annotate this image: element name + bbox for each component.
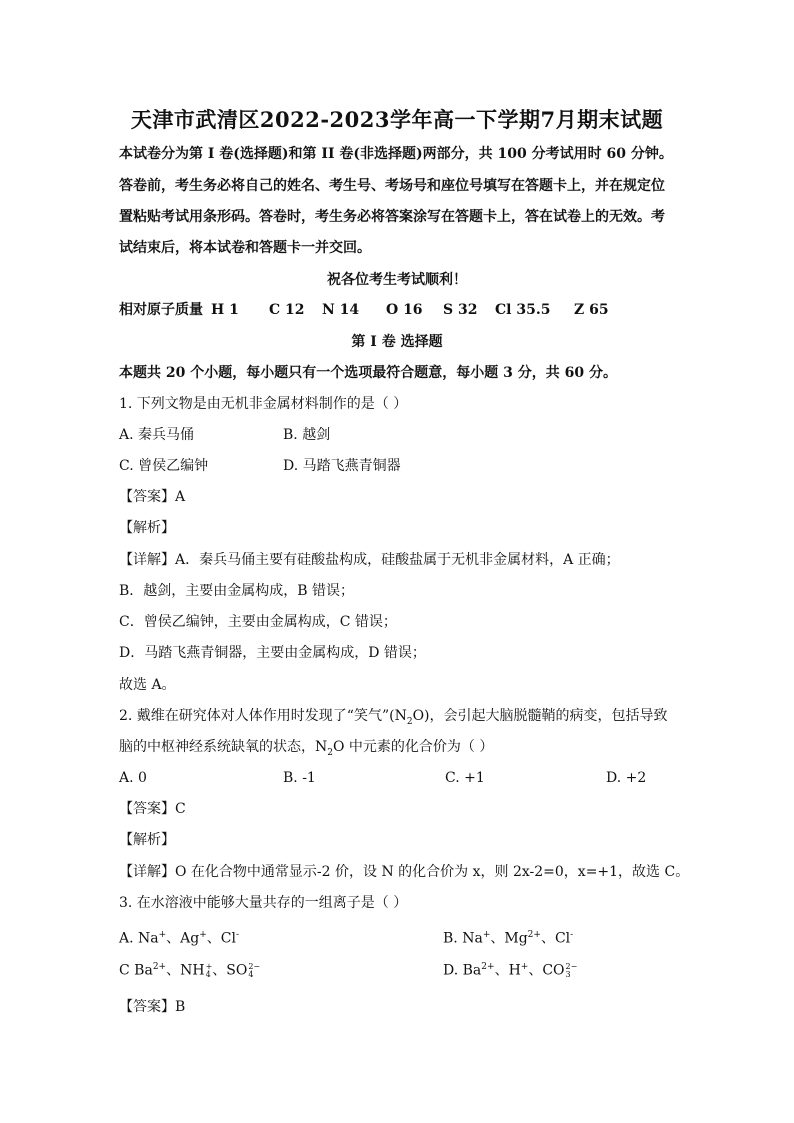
charge: + xyxy=(205,961,213,971)
q2-stem-line-2 xyxy=(119,737,493,763)
q2-stem-2-post: O 中元素的化合价为（ ） xyxy=(332,739,494,755)
q3-option-a-label: A. xyxy=(119,930,134,947)
section-description: 本题共 20 个小题，每小题只有一个选项最符合题意，每小题 3 分，共 60 分。 xyxy=(119,365,617,381)
intro-line-2: 答卷前，考生务必将自己的姓名、考生号、考场号和座位号填写在答题卡上，并在规定位 xyxy=(119,178,665,194)
q2-option-c: C. +1 xyxy=(445,770,485,786)
q2-stem-1-sub: 2 xyxy=(406,716,413,727)
q3-option-b-label: B. xyxy=(443,930,458,947)
q2-stem-2-pre: 脑的中枢神经系统缺氧的状态，N xyxy=(119,739,328,755)
ion-cl: Cl xyxy=(220,930,236,947)
charge: - xyxy=(570,930,574,940)
q1-conclusion: 故选 A。 xyxy=(119,677,176,693)
charge: + xyxy=(199,930,207,940)
q1-stem: 1. 下列文物是由无机非金属材料制作的是（ ） xyxy=(119,396,408,412)
separator: 、 xyxy=(540,930,555,947)
charge: + xyxy=(158,930,167,940)
q1-answer: 【答案】A xyxy=(119,489,186,505)
intro-line-3: 置粘贴考试用条形码。答卷时，考生务必将答案涂写在答题卡上，答在试卷上的无效。考 xyxy=(119,209,665,225)
subscript: 4 xyxy=(248,969,254,979)
separator: 、 xyxy=(528,962,543,979)
ion-mg: Mg xyxy=(504,930,528,947)
subscript: 3 xyxy=(565,969,571,979)
charge: 2− xyxy=(248,961,261,971)
q1-detail-c: C．曾侯乙编钟，主要由金属构成，C 错误； xyxy=(119,614,397,630)
q1-option-a: A. 秦兵马俑 xyxy=(119,427,195,443)
q3-answer: 【答案】B xyxy=(119,999,186,1015)
separator: 、 xyxy=(212,962,227,979)
atomic-mass-o: O 16 xyxy=(386,302,423,318)
ion-co: CO xyxy=(542,962,565,979)
q3-option-c xyxy=(119,957,260,981)
carbonate-script xyxy=(566,963,578,979)
ion-ba: Ba xyxy=(462,962,482,979)
ion-ba: Ba xyxy=(134,962,153,979)
sulfate-script xyxy=(248,963,260,979)
atomic-mass-cl: Cl 35.5 xyxy=(495,302,551,318)
atomic-mass-c: C 12 xyxy=(269,302,305,318)
atomic-mass-n: N 14 xyxy=(322,302,360,318)
ion-so: SO xyxy=(226,962,248,979)
q2-option-b: B. -1 xyxy=(283,770,316,786)
q1-option-d: D. 马踏飞燕青铜器 xyxy=(283,458,401,474)
atomic-mass-s: S 32 xyxy=(443,302,478,318)
subscript: 4 xyxy=(205,969,211,979)
separator: 、 xyxy=(494,962,509,979)
q2-detail: 【详解】O 在化合物中通常显示-2 价，设 N 的化合价为 x，则 2x-2=0，x=+1，故选 C。 xyxy=(119,864,690,880)
charge: + xyxy=(482,930,491,940)
separator: 、 xyxy=(166,962,181,979)
separator: 、 xyxy=(166,930,181,947)
ion-h: H xyxy=(508,962,521,979)
q2-answer: 【答案】C xyxy=(119,801,186,817)
atomic-mass-label: 相对原子质量 xyxy=(119,302,203,318)
q2-stem-1-post: O)，会引起大脑脱髓鞘的病变，包括导致 xyxy=(412,708,668,724)
q1-option-c: C. 曾侯乙编钟 xyxy=(119,458,209,474)
q1-detail-a: 【详解】A．秦兵马俑主要有硅酸盐构成，硅酸盐属于无机非金属材料，A 正确； xyxy=(119,552,620,568)
good-luck-text: 祝各位考生考试顺利！ xyxy=(327,272,467,288)
q3-option-b xyxy=(443,925,573,949)
q3-option-c-label: C xyxy=(119,962,130,979)
atomic-mass-z: Z 65 xyxy=(574,302,609,318)
ion-ag: Ag xyxy=(180,930,200,947)
q1-detail-b: B．越剑，主要由金属构成，B 错误； xyxy=(119,583,355,599)
q2-stem-line-1 xyxy=(119,706,668,732)
q1-analysis-label: 【解析】 xyxy=(119,520,175,536)
intro-line-1: 本试卷分为第 I 卷(选择题)和第 II 卷(非选择题)两部分，共 100 分考试用时 60 分钟。 xyxy=(119,146,673,162)
q3-option-d xyxy=(443,957,577,981)
charge: 2+ xyxy=(481,962,495,972)
q1-option-b: B. 越剑 xyxy=(283,427,331,443)
q2-analysis-label: 【解析】 xyxy=(119,832,175,848)
ion-na: Na xyxy=(138,930,159,947)
q2-option-a: A. 0 xyxy=(119,770,147,786)
atomic-mass-h: H 1 xyxy=(211,302,239,318)
separator: 、 xyxy=(490,930,505,947)
q3-option-a xyxy=(119,925,239,949)
q3-option-d-label: D. xyxy=(443,962,459,979)
q2-stem-1-pre: 2. 戴维在研究体对人体作用时发现了“笑气”(N xyxy=(119,708,407,724)
ion-nh: NH xyxy=(180,962,205,979)
charge: 2+ xyxy=(152,962,167,972)
q3-stem: 3. 在水溶液中能够大量共存的一组离子是（ ） xyxy=(119,895,408,911)
intro-line-4: 试结束后，将本试卷和答题卡一并交回。 xyxy=(119,240,371,256)
ion-na: Na xyxy=(462,930,483,947)
ion-cl: Cl xyxy=(554,930,571,947)
q2-option-d: D. +2 xyxy=(606,770,647,786)
charge: 2− xyxy=(565,961,578,971)
charge: 2+ xyxy=(527,930,541,940)
q2-stem-2-sub: 2 xyxy=(327,747,333,758)
section-heading: 第 I 卷 选择题 xyxy=(351,334,443,350)
charge: + xyxy=(520,962,529,972)
separator: 、 xyxy=(206,930,221,947)
charge: - xyxy=(236,930,240,940)
exam-title: 天津市武清区2022-2023学年高一下学期7月期末试题 xyxy=(130,107,664,132)
q1-detail-d: D．马踏飞燕青铜器，主要由金属构成，D 错误； xyxy=(119,645,426,661)
